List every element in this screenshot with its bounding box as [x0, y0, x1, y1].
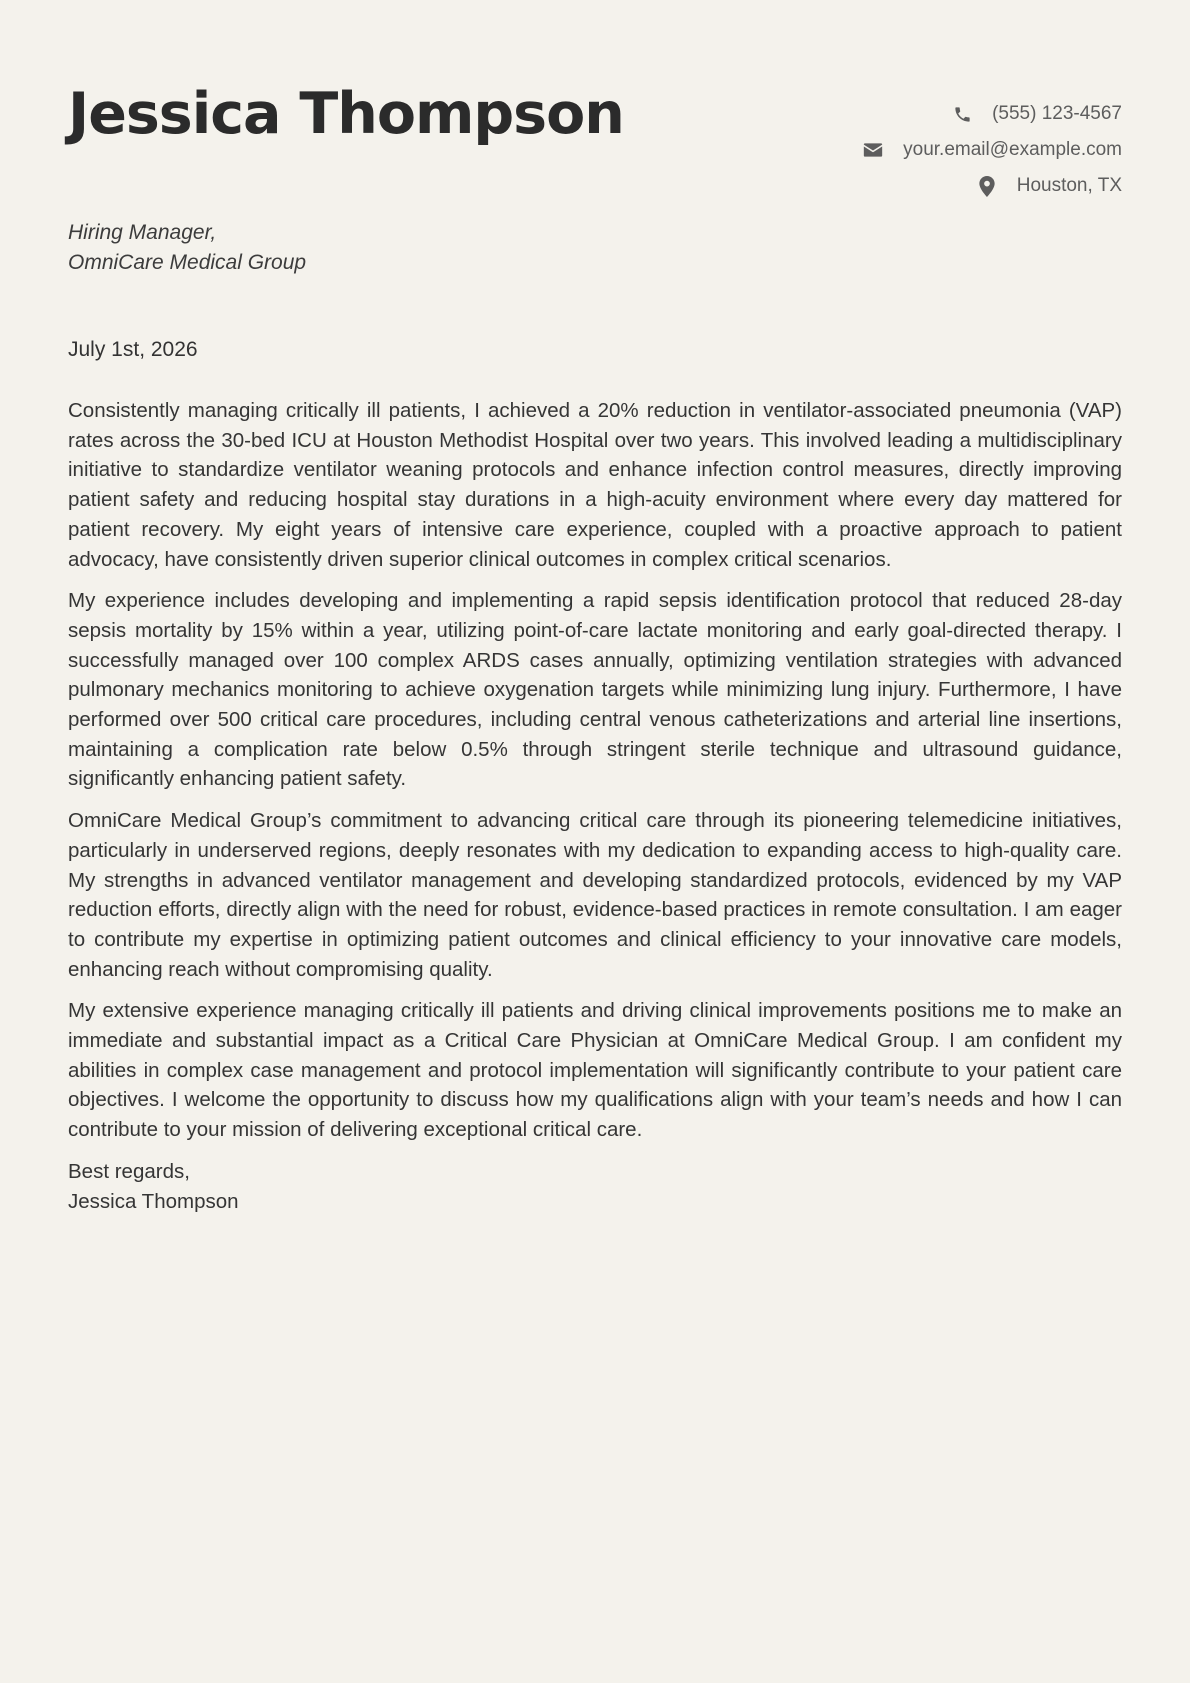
- body-paragraph: Consistently managing critically ill patients, I achieved a 20% reduction in ventilator-associated pneumonia (VAP) rates across the 30-bed ICU at Houston Methodist Hospital over two years. This involved leading a multidisciplinary initiative to standardize ventilator weaning protocols and enhance infection control measures, directly improving patient safety and reducing hospital stay durations in a high-acuity environment where every day mattered for patient recovery. My eight years of intensive care experience, coupled with a proactive approach to patient advocacy, have consistently driven superior clinical outcomes in complex critical scenarios.: [68, 399, 1122, 571]
- contact-email: [863, 132, 1122, 168]
- phone-number: (555) 123-4567: [992, 103, 1122, 124]
- signature-name: Jessica Thompson: [68, 1189, 239, 1213]
- phone-icon: [952, 104, 972, 124]
- email-address: your.email@example.com: [903, 139, 1122, 160]
- letter-body: [68, 396, 1122, 1145]
- contact-phone: [863, 96, 1122, 132]
- map-pin-icon: [977, 176, 997, 196]
- location-text: Houston, TX: [1016, 175, 1122, 196]
- envelope-icon: [863, 140, 883, 160]
- letter-date: July 1st, 2026: [68, 338, 198, 361]
- contact-location: [863, 168, 1122, 204]
- contact-info: [863, 96, 1122, 204]
- recipient-company: OmniCare Medical Group: [68, 251, 307, 274]
- letter-header: [68, 0, 1122, 200]
- body-paragraph: My extensive experience managing critically ill patients and driving clinical improvements positions me to make an immediate and substantial impact as a Critical Care Physician at OmniCare Medical Group. I am confident my abilities in complex case management and protocol implementation will significantly contribute to your patient care objectives. I welcome the opportunity to discuss how my qualifications align with your team’s needs and how I can contribute to your mission of delivering exceptional critical care.: [68, 999, 1122, 1142]
- body-paragraph: My experience includes developing and implementing a rapid sepsis identification protocol that reduced 28-day sepsis mortality by 15% within a year, utilizing point-of-care lactate monitoring and early goal-directed therapy. I successfully managed over 100 complex ARDS cases annually, optimizing ventilation strategies with advanced pulmonary mechanics monitoring to achieve oxygenation targets while minimizing lung injury. Furthermore, I have performed over 500 critical care procedures, including central venous catheterizations and arterial line insertions, maintaining a complication rate below 0.5% through stringent sterile technique and ultrasound guidance, significantly enhancing patient safety.: [68, 589, 1122, 791]
- applicant-name: Jessica Thompson: [68, 81, 624, 147]
- recipient-title: Hiring Manager,: [68, 221, 217, 244]
- body-paragraph: OmniCare Medical Group’s commitment to advancing critical care through its pioneering telemedicine initiatives, particularly in underserved regions, deeply resonates with my dedication to expanding access to high-quality care. My strengths in advanced ventilator management and developing standardized protocols, evidenced by my VAP reduction efforts, directly align with the need for robust, evidence-based practices in remote consultation. I am eager to contribute my expertise in optimizing patient outcomes and clinical efficiency to your innovative care models, enhancing reach without compromising quality.: [68, 809, 1122, 981]
- closing-salutation: Best regards,: [68, 1159, 190, 1183]
- recipient-block: [68, 218, 1122, 278]
- closing-block: [68, 1157, 1122, 1216]
